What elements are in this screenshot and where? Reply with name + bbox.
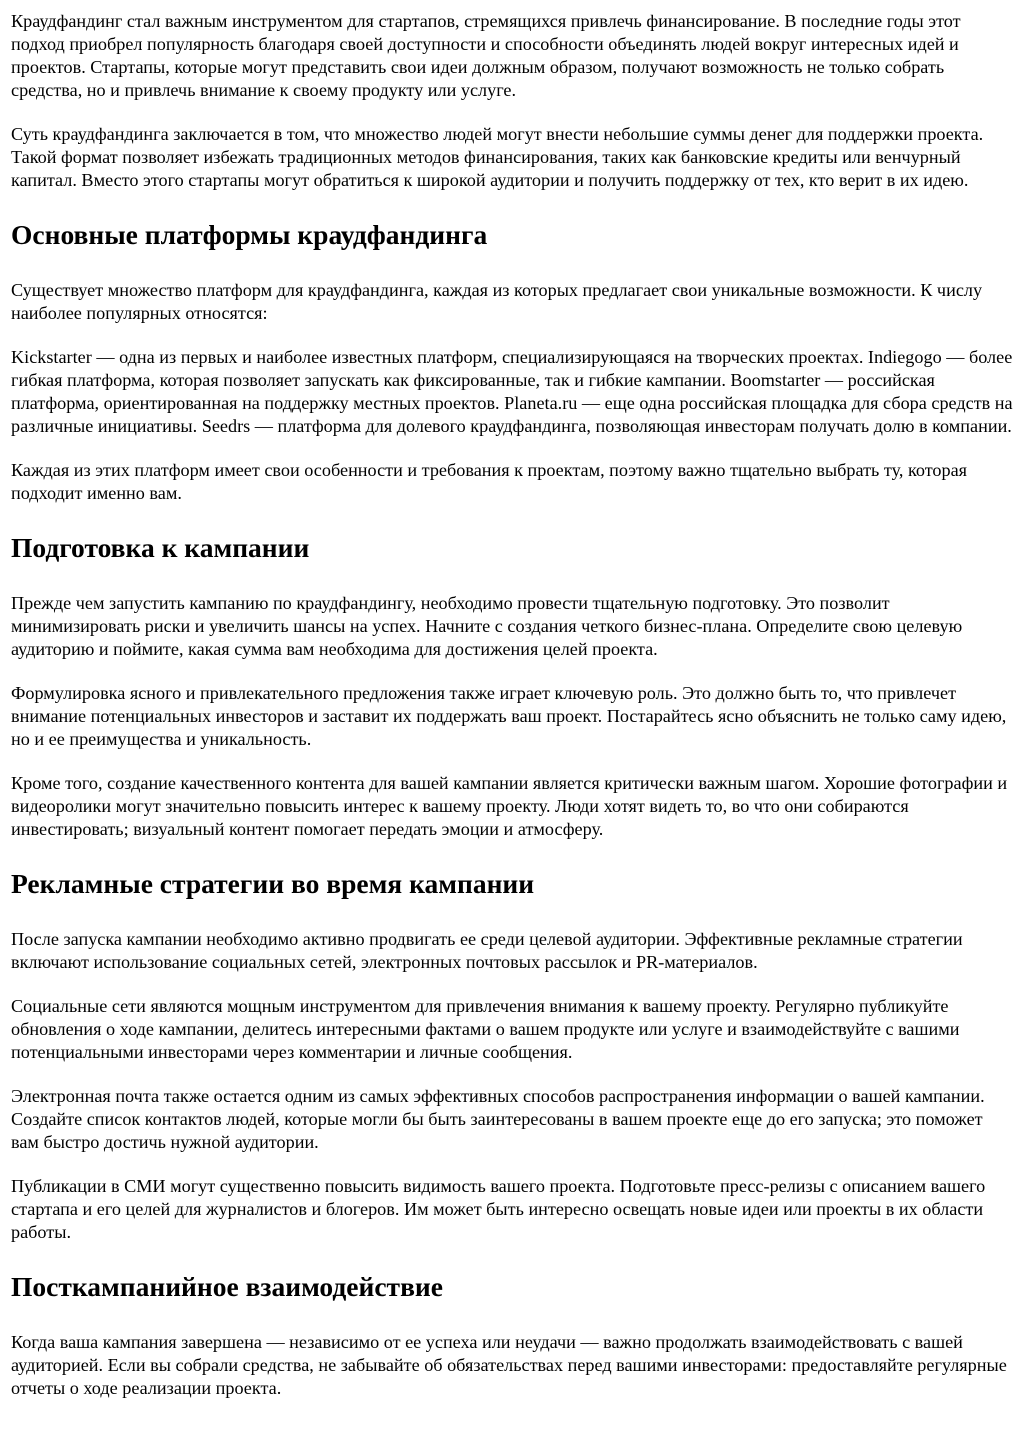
section-paragraph: Социальные сети являются мощным инструментом для привлечения внимания к вашему проекту. Регулярно публикуйте обновления о ходе кампании, делитесь интересными фактами о вашем продукте или услуге и взаимодействуйте с вашими потенциальными инвесторами через комментарии и личные сообщения. [11,996,960,1062]
section-paragraph: Каждая из этих платформ имеет свои особенности и требования к проектам, поэтому важно тщательно выбрать ту, которая подходит именно вам. [11,460,968,503]
section-paragraph: Кроме того, создание качественного контента для вашей кампании является критически важным шагом. Хорошие фотографии и видеоролики могут значительно повысить интерес к вашему проекту. Люди хотят видеть то, во что они собираются инвестировать; визуальный контент помогает передать эмоции и атмосферу. [11,773,1008,839]
section-paragraph: Электронная почта также остается одним из самых эффективных способов распространения информации о вашей кампании. Создайте список контактов людей, которые могли бы быть заинтересованы в вашем проекте еще до его запуска; это поможет вам быстро достичь нужной аудитории. [11,1086,985,1152]
section-heading-platforms: Основные платформы краудфандинга [11,219,488,250]
section-paragraph: Прежде чем запустить кампанию по краудфандингу, необходимо провести тщательную подготовку. Это позволит минимизировать риски и увеличить шансы на успех. Начните с создания четкого бизнес-плана. Определите свою целевую аудиторию и поймите, какая сумма вам необходима для достижения целей проекта. [11,593,963,659]
section-paragraph: Kickstarter — одна из первых и наиболее известных платформ, специализирующаяся на творческих проектах. Indiegogo — более гибкая платформа, которая позволяет запускать как фиксированные, так и гибкие кампании. Boomstarter — российская платформа, ориентированная на поддержку местных проектов. Planeta.ru — еще одна российская площадка для сбора средств на различные инициативы. Seedrs — платформа для долевого краудфандинга, позволяющая инвесторам получать долю в компании. [11,347,1013,436]
section-paragraph: После запуска кампании необходимо активно продвигать ее среди целевой аудитории. Эффективные рекламные стратегии включают использование социальных сетей, электронных почтовых рассылок и PR-материалов. [11,929,963,972]
section-paragraph: Существует множество платформ для краудфандинга, каждая из которых предлагает свои уникальные возможности. К числу наиболее популярных относятся: [11,280,983,323]
intro-paragraph: Краудфандинг стал важным инструментом для стартапов, стремящихся привлечь финансирование. В последние годы этот подход приобрел популярность благодаря своей доступности и способности объединять людей вокруг интересных идей и проектов. Стартапы, которые могут представить свои идеи должным образом, получают возможность не только собрать средства, но и привлечь внимание к своему продукту или услуге. [11,11,961,100]
section-heading-post-campaign: Посткампанийное взаимодействие [11,1271,443,1302]
section-paragraph: Публикации в СМИ могут существенно повысить видимость вашего проекта. Подготовьте пресс-релизы с описанием вашего стартапа и его целей для журналистов и блогеров. Им может быть интересно освещать новые идеи или проекты в их области работы. [11,1176,986,1242]
section-paragraph: Формулировка ясного и привлекательного предложения также играет ключевую роль. Это должно быть то, что привлечет внимание потенциальных инвесторов и заставит их поддержать ваш проект. Постарайтесь ясно объяснить не только саму идею, но и ее преимущества и уникальность. [11,683,1007,749]
section-paragraph: Когда ваша кампания завершена — независимо от ее успеха или неудачи — важно продолжать взаимодействовать с вашей аудиторией. Если вы собрали средства, не забывайте об обязательствах перед вашими инвесторами: предоставляйте регулярные отчеты о ходе реализации проекта. [11,1332,1007,1398]
section-heading-preparation: Подготовка к кампании [11,532,310,563]
section-heading-advertising: Рекламные стратегии во время кампании [11,868,535,899]
intro-paragraph: Суть краудфандинга заключается в том, что множество людей могут внести небольшие суммы денег для поддержки проекта. Такой формат позволяет избежать традиционных методов финансирования, таких как банковские кредиты или венчурный капитал. Вместо этого стартапы могут обратиться к широкой аудитории и получить поддержку от тех, кто верит в их идею. [11,124,984,190]
